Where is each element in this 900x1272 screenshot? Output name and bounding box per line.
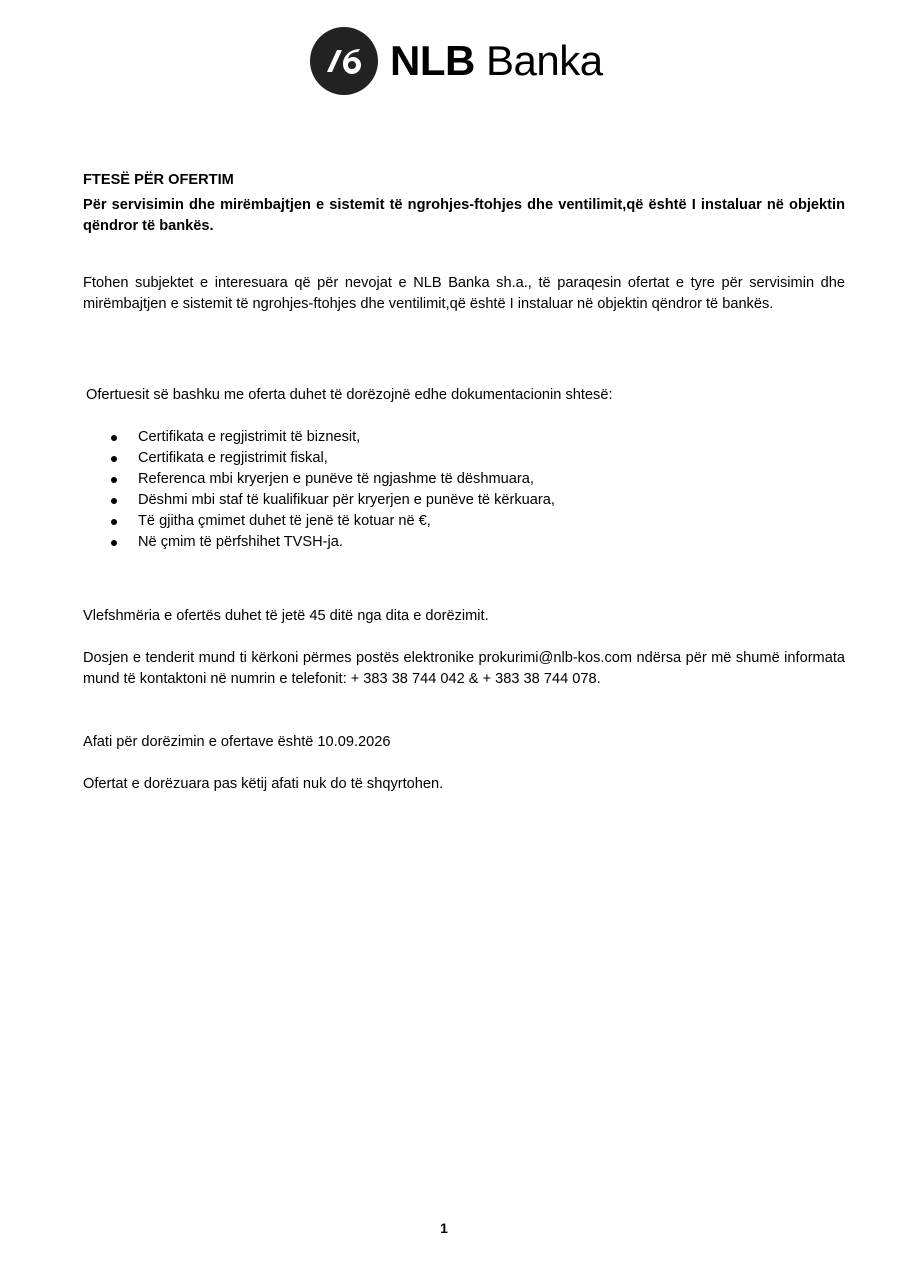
list-item-text: Dëshmi mbi staf të kualifikuar për kryerjen e punëve të kërkuara, [138, 492, 555, 508]
page-number: 1 [440, 1220, 448, 1236]
list-item-text: Të gjitha çmimet duhet të jenë të kotuar në €, [138, 513, 431, 529]
document-heading: FTESË PËR OFERTIM [83, 172, 234, 188]
list-item-text: Referenca mbi kryerjen e punëve të ngjashme të dëshmuara, [138, 471, 534, 487]
docs-intro-paragraph: Ofertuesit së bashku me oferta duhet të dorëzojnë edhe dokumentacionin shtesë: [86, 387, 613, 403]
bullet-icon [111, 498, 117, 504]
bullet-icon [111, 456, 117, 462]
list-item [83, 469, 845, 490]
list-item [83, 532, 845, 553]
nlb-banka-logo [310, 26, 603, 96]
list-item-text: Certifikata e regjistrimit fiskal, [138, 450, 328, 466]
deadline-paragraph: Afati për dorëzimin e ofertave është 10.09.2026 [83, 734, 391, 750]
contact-paragraph: Dosjen e tenderit mund ti kërkoni përmes postës elektronike prokurimi@nlb-kos.com ndërsa për më shumë informata mund të kontaktoni në numrin e telefonit: + 383 38 744 042 & + 383 38 744 078. [83, 650, 845, 687]
nlb-logo-icon [310, 27, 378, 95]
validity-paragraph: Vlefshmëria e ofertës duhet të jetë 45 ditë nga dita e dorëzimit. [83, 608, 489, 624]
intro-paragraph: Ftohen subjektet e interesuara që për nevojat e NLB Banka sh.a., të paraqesin ofertat e tyre për servisimin dhe mirëmbajtjen e sistemit të ngrohjes-ftohjes dhe ventilimit,që është I instaluar në objektin qëndror të bankës. [83, 275, 845, 312]
list-item [83, 427, 845, 448]
required-documents-list [83, 427, 845, 553]
logo-name-bold: NLB [390, 37, 475, 84]
document-subheading: Për servisimin dhe mirëmbajtjen e sistemit të ngrohjes-ftohjes dhe ventilimit,që është I instaluar në objektin qëndror të bankës. [83, 197, 845, 234]
logo-wordmark [390, 37, 603, 84]
bullet-icon [111, 519, 117, 525]
logo-name-light: Banka [474, 37, 603, 84]
list-item [83, 511, 845, 532]
late-notice-paragraph: Ofertat e dorëzuara pas këtij afati nuk do të shqyrtohen. [83, 776, 444, 792]
list-item-text: Në çmim të përfshihet TVSH-ja. [138, 534, 343, 550]
bullet-icon [111, 540, 117, 546]
bullet-icon [111, 435, 117, 441]
list-item-text: Certifikata e regjistrimit të biznesit, [138, 429, 361, 445]
document-body [83, 170, 845, 795]
list-item [83, 448, 845, 469]
list-item [83, 490, 845, 511]
bullet-icon [111, 477, 117, 483]
